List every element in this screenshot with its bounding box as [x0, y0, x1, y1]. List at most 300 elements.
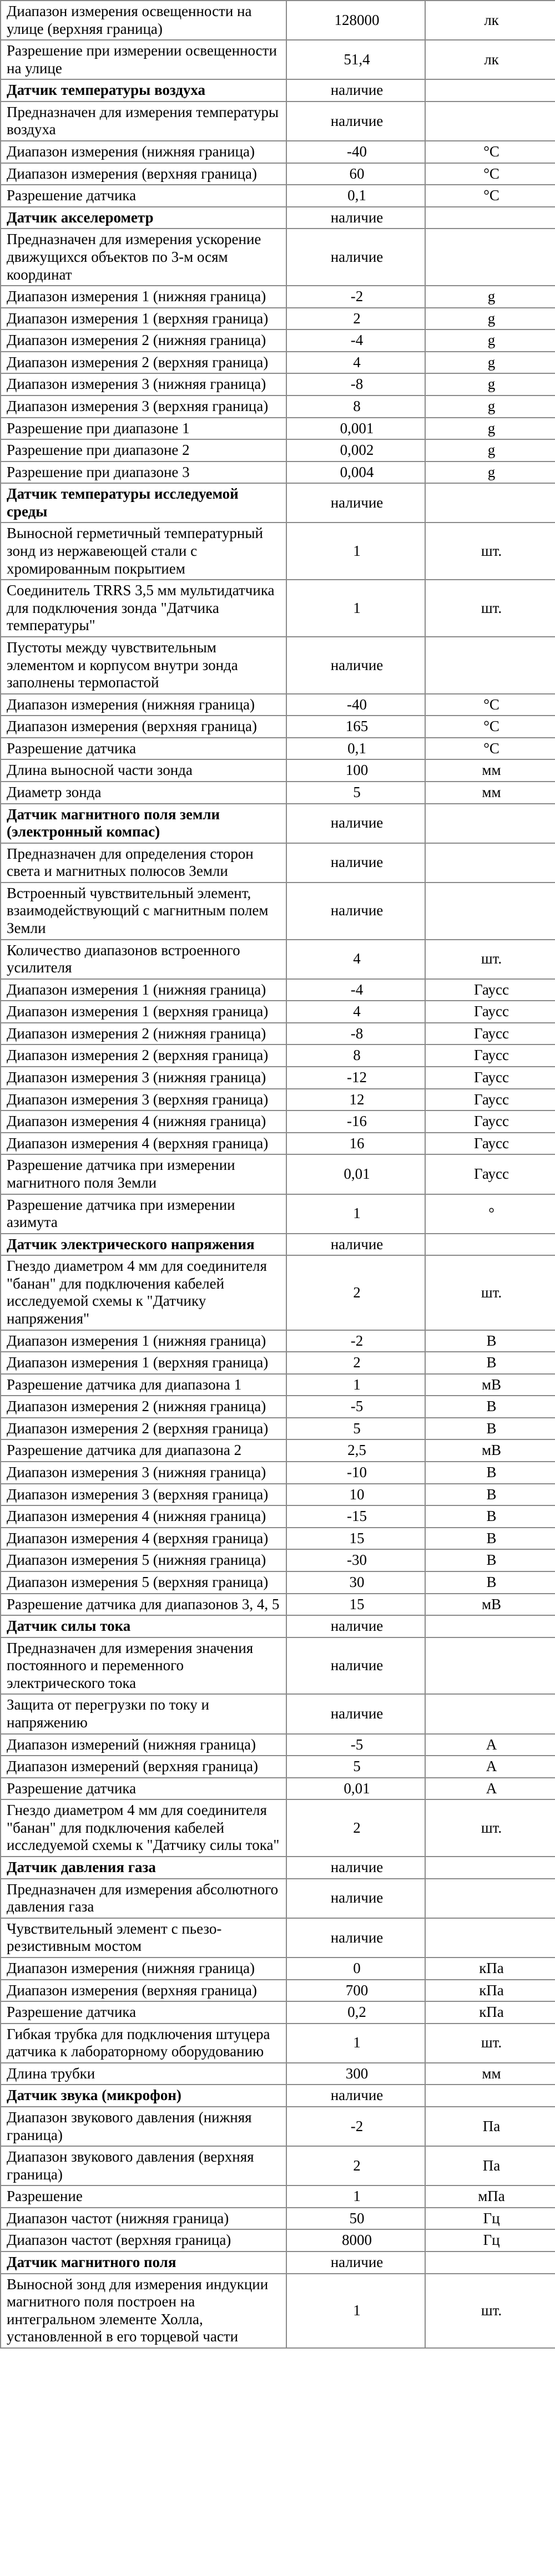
unit-cell: °C — [425, 716, 555, 738]
parameter-cell: Диапазон измерения 1 (верхняя граница) — [1, 308, 286, 330]
unit-cell: Гаусс — [425, 1154, 555, 1194]
unit-cell: В — [425, 1352, 555, 1374]
table-row — [1, 2063, 555, 2085]
unit-cell — [425, 229, 555, 286]
unit-cell — [425, 79, 555, 102]
value-cell: 60 — [286, 163, 425, 185]
table-row — [1, 1879, 555, 1918]
parameter-cell: Предназначен для определения сторон света и магнитных полюсов Земли — [1, 843, 286, 883]
parameter-cell: Разрешение при диапазоне 1 — [1, 418, 286, 440]
value-cell: 2 — [286, 1255, 425, 1330]
parameter-cell: Диаметр зонда — [1, 782, 286, 804]
value-cell: наличие — [286, 2252, 425, 2274]
table-row — [1, 637, 555, 694]
parameter-cell: Встроенный чувствительный элемент, взаимодействующий с магнитным полем Земли — [1, 883, 286, 940]
table-row — [1, 979, 555, 1001]
table-row — [1, 1918, 555, 1958]
value-cell: 12 — [286, 1089, 425, 1111]
parameter-cell: Выносной герметичный температурный зонд из нержавеющей стали с хромированным покрытием — [1, 523, 286, 580]
table-section-row — [1, 1857, 555, 1879]
unit-cell — [425, 843, 555, 883]
parameter-cell: Разрешение датчика для диапазонов 3, 4, 5 — [1, 1594, 286, 1616]
table-row — [1, 352, 555, 374]
value-cell: 1 — [286, 2185, 425, 2208]
parameter-cell: Диапазон измерения 3 (нижняя граница) — [1, 1067, 286, 1089]
value-cell: 8000 — [286, 2229, 425, 2252]
table-row — [1, 782, 555, 804]
table-row — [1, 1980, 555, 2002]
value-cell: 0,01 — [286, 1778, 425, 1800]
value-cell: наличие — [286, 483, 425, 523]
table-row — [1, 1528, 555, 1550]
table-row — [1, 580, 555, 637]
unit-cell: Гаусс — [425, 1001, 555, 1023]
value-cell: -2 — [286, 1330, 425, 1352]
parameter-cell: Диапазон измерения 3 (верхняя граница) — [1, 395, 286, 418]
table-row — [1, 163, 555, 185]
value-cell: 51,4 — [286, 40, 425, 79]
unit-cell — [425, 883, 555, 940]
table-row — [1, 2208, 555, 2230]
value-cell: 0,004 — [286, 462, 425, 484]
unit-cell: °C — [425, 694, 555, 716]
parameter-cell: Разрешение датчика — [1, 1778, 286, 1800]
table-row — [1, 1067, 555, 1089]
value-cell: 0 — [286, 1958, 425, 1980]
parameter-cell: Диапазон частот (верхняя граница) — [1, 2229, 286, 2252]
table-row — [1, 694, 555, 716]
value-cell: -16 — [286, 1110, 425, 1133]
value-cell: 0,1 — [286, 185, 425, 207]
table-row — [1, 523, 555, 580]
parameter-cell: Датчик магнитного поля — [1, 2252, 286, 2274]
table-row — [1, 329, 555, 352]
unit-cell: шт. — [425, 1799, 555, 1857]
value-cell: 8 — [286, 395, 425, 418]
table-row — [1, 2229, 555, 2252]
table-row — [1, 759, 555, 782]
table-row — [1, 373, 555, 395]
value-cell: 4 — [286, 940, 425, 979]
unit-cell — [425, 483, 555, 523]
parameter-cell: Предназначен для измерения ускорение движущихся объектов по 3-м осям координат — [1, 229, 286, 286]
value-cell: наличие — [286, 804, 425, 843]
unit-cell: В — [425, 1505, 555, 1528]
value-cell: 300 — [286, 2063, 425, 2085]
parameter-cell: Диапазон измерения освещенности на улице (верхняя граница) — [1, 1, 286, 40]
parameter-cell: Датчик температуры воздуха — [1, 79, 286, 102]
parameter-cell: Длина трубки — [1, 2063, 286, 2085]
value-cell: -8 — [286, 373, 425, 395]
parameter-cell: Разрешение датчика при измерении магнитного поля Земли — [1, 1154, 286, 1194]
table-row — [1, 1110, 555, 1133]
parameter-cell: Диапазон измерения 4 (нижняя граница) — [1, 1505, 286, 1528]
parameter-cell: Гнездо диаметром 4 мм для соединителя "банан" для подключения кабелей исследуемой схемы к "Датчику силы тока" — [1, 1799, 286, 1857]
parameter-cell: Датчик акселерометр — [1, 207, 286, 229]
parameter-cell: Выносной зонд для измерения индукции магнитного поля построен на интегральном элементе Холла, установленной в его торцевой части — [1, 2274, 286, 2348]
unit-cell: лк — [425, 40, 555, 79]
value-cell: 128000 — [286, 1, 425, 40]
table-row — [1, 1505, 555, 1528]
unit-cell: В — [425, 1418, 555, 1440]
table-row — [1, 1778, 555, 1800]
table-row — [1, 716, 555, 738]
value-cell: 5 — [286, 1756, 425, 1778]
unit-cell: шт. — [425, 2274, 555, 2348]
unit-cell: Гц — [425, 2208, 555, 2230]
value-cell: наличие — [286, 843, 425, 883]
unit-cell: шт. — [425, 523, 555, 580]
parameter-cell: Диапазон измерения 4 (верхняя граница) — [1, 1528, 286, 1550]
parameter-cell: Диапазон измерения 5 (нижняя граница) — [1, 1549, 286, 1571]
parameter-cell: Диапазон измерения 2 (верхняя граница) — [1, 1044, 286, 1067]
table-row — [1, 1044, 555, 1067]
value-cell: 165 — [286, 716, 425, 738]
table-row — [1, 1799, 555, 1857]
parameter-cell: Датчик давления газа — [1, 1857, 286, 1879]
unit-cell — [425, 1857, 555, 1879]
unit-cell — [425, 637, 555, 694]
unit-cell: g — [425, 352, 555, 374]
table-row — [1, 1255, 555, 1330]
unit-cell: В — [425, 1330, 555, 1352]
spec-table-body — [1, 1, 555, 2348]
value-cell: -2 — [286, 286, 425, 308]
value-cell: 1 — [286, 2024, 425, 2063]
unit-cell: мВ — [425, 1439, 555, 1462]
unit-cell: В — [425, 1571, 555, 1594]
table-row — [1, 1418, 555, 1440]
value-cell: наличие — [286, 1234, 425, 1256]
value-cell: наличие — [286, 1637, 425, 1695]
value-cell: 30 — [286, 1571, 425, 1594]
unit-cell: А — [425, 1734, 555, 1756]
table-row — [1, 1549, 555, 1571]
unit-cell — [425, 1234, 555, 1256]
value-cell: -40 — [286, 141, 425, 163]
parameter-cell: Разрешение датчика при измерении азимута — [1, 1194, 286, 1234]
parameter-cell: Количество диапазонов встроенного усилителя — [1, 940, 286, 979]
value-cell: 1 — [286, 1374, 425, 1396]
unit-cell — [425, 207, 555, 229]
unit-cell: g — [425, 439, 555, 462]
unit-cell: А — [425, 1756, 555, 1778]
parameter-cell: Гнездо диаметром 4 мм для соединителя "банан" для подключения кабелей исследуемой схемы к "Датчику напряжения" — [1, 1255, 286, 1330]
unit-cell: Гаусс — [425, 979, 555, 1001]
value-cell: наличие — [286, 2085, 425, 2107]
unit-cell — [425, 1637, 555, 1695]
value-cell: наличие — [286, 1879, 425, 1918]
parameter-cell: Диапазон измерения 2 (верхняя граница) — [1, 352, 286, 374]
parameter-cell: Диапазон измерений (нижняя граница) — [1, 1734, 286, 1756]
parameter-cell: Датчик электрического напряжения — [1, 1234, 286, 1256]
table-row — [1, 1089, 555, 1111]
unit-cell: °C — [425, 163, 555, 185]
unit-cell: Па — [425, 2107, 555, 2146]
table-row — [1, 1, 555, 40]
parameter-cell: Защита от перегрузки по току и напряжению — [1, 1694, 286, 1733]
value-cell: 4 — [286, 352, 425, 374]
table-row — [1, 308, 555, 330]
table-row — [1, 439, 555, 462]
unit-cell: g — [425, 418, 555, 440]
table-row — [1, 1484, 555, 1506]
parameter-cell: Разрешение датчика для диапазона 1 — [1, 1374, 286, 1396]
unit-cell: Па — [425, 2146, 555, 2185]
table-row — [1, 2001, 555, 2024]
value-cell: -10 — [286, 1462, 425, 1484]
unit-cell: g — [425, 286, 555, 308]
unit-cell: °C — [425, 738, 555, 760]
unit-cell: В — [425, 1549, 555, 1571]
value-cell: -5 — [286, 1734, 425, 1756]
value-cell: наличие — [286, 1857, 425, 1879]
table-row — [1, 229, 555, 286]
parameter-cell: Диапазон измерения 5 (верхняя граница) — [1, 1571, 286, 1594]
value-cell: наличие — [286, 1694, 425, 1733]
parameter-cell: Разрешение датчика — [1, 185, 286, 207]
unit-cell: Гаусс — [425, 1089, 555, 1111]
unit-cell — [425, 804, 555, 843]
parameter-cell: Диапазон измерения 4 (верхняя граница) — [1, 1133, 286, 1155]
parameter-cell: Гибкая трубка для подключения штуцера датчика к лабораторному оборудованию — [1, 2024, 286, 2063]
value-cell: наличие — [286, 207, 425, 229]
parameter-cell: Диапазон измерения 1 (нижняя граница) — [1, 1330, 286, 1352]
table-row — [1, 1734, 555, 1756]
table-section-row — [1, 804, 555, 843]
unit-cell: g — [425, 329, 555, 352]
value-cell: 10 — [286, 1484, 425, 1506]
value-cell: -15 — [286, 1505, 425, 1528]
table-row — [1, 141, 555, 163]
parameter-cell: Разрешение датчика для диапазона 2 — [1, 1439, 286, 1462]
table-row — [1, 1694, 555, 1733]
unit-cell: шт. — [425, 2024, 555, 2063]
unit-cell: В — [425, 1396, 555, 1418]
value-cell: наличие — [286, 1918, 425, 1958]
table-row — [1, 843, 555, 883]
value-cell: -12 — [286, 1067, 425, 1089]
parameter-cell: Разрешение — [1, 2185, 286, 2208]
value-cell: 0,01 — [286, 1154, 425, 1194]
value-cell: 100 — [286, 759, 425, 782]
parameter-cell: Чувствительный элемент с пьезо-резистивным мостом — [1, 1918, 286, 1958]
unit-cell: В — [425, 1462, 555, 1484]
unit-cell — [425, 102, 555, 141]
unit-cell: Гц — [425, 2229, 555, 2252]
value-cell: 1 — [286, 523, 425, 580]
table-section-row — [1, 1234, 555, 1256]
unit-cell: мВ — [425, 1594, 555, 1616]
value-cell: 2,5 — [286, 1439, 425, 1462]
table-row — [1, 1001, 555, 1023]
value-cell: 0,2 — [286, 2001, 425, 2024]
parameter-cell: Диапазон измерения 4 (нижняя граница) — [1, 1110, 286, 1133]
parameter-cell: Диапазон измерения 1 (нижняя граница) — [1, 979, 286, 1001]
parameter-cell: Пустоты между чувствительным элементом и корпусом внутри зонда заполнены термопастой — [1, 637, 286, 694]
table-row — [1, 1637, 555, 1695]
value-cell: 15 — [286, 1528, 425, 1550]
parameter-cell: Диапазон измерения (нижняя граница) — [1, 141, 286, 163]
parameter-cell: Диапазон измерения 3 (верхняя граница) — [1, 1089, 286, 1111]
table-row — [1, 1462, 555, 1484]
table-row — [1, 1958, 555, 1980]
parameter-cell: Датчик звука (микрофон) — [1, 2085, 286, 2107]
unit-cell: °C — [425, 141, 555, 163]
value-cell: -2 — [286, 2107, 425, 2146]
parameter-cell: Диапазон частот (нижняя граница) — [1, 2208, 286, 2230]
unit-cell: Гаусс — [425, 1110, 555, 1133]
table-section-row — [1, 2085, 555, 2107]
table-row — [1, 738, 555, 760]
table-row — [1, 462, 555, 484]
unit-cell: шт. — [425, 1255, 555, 1330]
unit-cell: g — [425, 462, 555, 484]
value-cell: 1 — [286, 1194, 425, 1234]
value-cell: наличие — [286, 883, 425, 940]
parameter-cell: Длина выносной части зонда — [1, 759, 286, 782]
parameter-cell: Диапазон измерения 2 (нижняя граница) — [1, 329, 286, 352]
value-cell: 0,002 — [286, 439, 425, 462]
table-row — [1, 2024, 555, 2063]
value-cell: наличие — [286, 1615, 425, 1637]
table-row — [1, 1571, 555, 1594]
parameter-cell: Разрешение при диапазоне 2 — [1, 439, 286, 462]
parameter-cell: Разрешение при измерении освещенности на улице — [1, 40, 286, 79]
unit-cell — [425, 1615, 555, 1637]
parameter-cell: Диапазон измерения (верхняя граница) — [1, 1980, 286, 2002]
parameter-cell: Диапазон звукового давления (нижняя граница) — [1, 2107, 286, 2146]
table-row — [1, 1352, 555, 1374]
table-row — [1, 883, 555, 940]
table-row — [1, 1154, 555, 1194]
parameter-cell: Диапазон измерения 3 (нижняя граница) — [1, 1462, 286, 1484]
value-cell: 16 — [286, 1133, 425, 1155]
table-row — [1, 286, 555, 308]
value-cell: 2 — [286, 1352, 425, 1374]
parameter-cell: Соединитель TRRS 3,5 мм мультидатчика для подключения зонда "Датчика температуры" — [1, 580, 286, 637]
unit-cell — [425, 2252, 555, 2274]
parameter-cell: Диапазон измерения (нижняя граница) — [1, 1958, 286, 1980]
parameter-cell: Разрешение при диапазоне 3 — [1, 462, 286, 484]
unit-cell: Гаусс — [425, 1133, 555, 1155]
unit-cell: g — [425, 395, 555, 418]
parameter-cell: Диапазон измерения (верхняя граница) — [1, 163, 286, 185]
unit-cell: А — [425, 1778, 555, 1800]
parameter-cell: Предназначен для измерения значения постоянного и переменного электрического тока — [1, 1637, 286, 1695]
table-row — [1, 1756, 555, 1778]
unit-cell: Гаусс — [425, 1023, 555, 1045]
table-row — [1, 40, 555, 79]
table-row — [1, 2185, 555, 2208]
value-cell: 1 — [286, 2274, 425, 2348]
table-section-row — [1, 483, 555, 523]
value-cell: 50 — [286, 2208, 425, 2230]
table-row — [1, 1374, 555, 1396]
unit-cell — [425, 1918, 555, 1958]
unit-cell: лк — [425, 1, 555, 40]
value-cell: наличие — [286, 79, 425, 102]
unit-cell: шт. — [425, 580, 555, 637]
value-cell: наличие — [286, 637, 425, 694]
value-cell: 2 — [286, 1799, 425, 1857]
parameter-cell: Разрешение датчика — [1, 2001, 286, 2024]
parameter-cell: Диапазон измерения 3 (нижняя граница) — [1, 373, 286, 395]
parameter-cell: Разрешение датчика — [1, 738, 286, 760]
unit-cell — [425, 1879, 555, 1918]
table-row — [1, 185, 555, 207]
table-row — [1, 1133, 555, 1155]
unit-cell: мм — [425, 2063, 555, 2085]
value-cell: 2 — [286, 2146, 425, 2185]
unit-cell: кПа — [425, 2001, 555, 2024]
unit-cell: кПа — [425, 1980, 555, 2002]
parameter-cell: Диапазон звукового давления (верхняя граница) — [1, 2146, 286, 2185]
unit-cell: Гаусс — [425, 1044, 555, 1067]
value-cell: наличие — [286, 102, 425, 141]
table-section-row — [1, 79, 555, 102]
unit-cell: мм — [425, 759, 555, 782]
table-row — [1, 418, 555, 440]
value-cell: -8 — [286, 1023, 425, 1045]
value-cell: 5 — [286, 1418, 425, 1440]
unit-cell: g — [425, 308, 555, 330]
unit-cell: мВ — [425, 1374, 555, 1396]
unit-cell: ° — [425, 1194, 555, 1234]
unit-cell: g — [425, 373, 555, 395]
parameter-cell: Диапазон измерения (нижняя граница) — [1, 694, 286, 716]
value-cell: 1 — [286, 580, 425, 637]
parameter-cell: Диапазон измерения 1 (верхняя граница) — [1, 1352, 286, 1374]
unit-cell: шт. — [425, 940, 555, 979]
unit-cell: В — [425, 1484, 555, 1506]
parameter-cell: Предназначен для измерения температуры воздуха — [1, 102, 286, 141]
value-cell: 4 — [286, 1001, 425, 1023]
table-row — [1, 2107, 555, 2146]
value-cell: наличие — [286, 229, 425, 286]
parameter-cell: Датчик температуры исследуемой среды — [1, 483, 286, 523]
parameter-cell: Диапазон измерений (верхняя граница) — [1, 1756, 286, 1778]
table-row — [1, 2274, 555, 2348]
unit-cell: В — [425, 1528, 555, 1550]
parameter-cell: Диапазон измерения 1 (верхняя граница) — [1, 1001, 286, 1023]
unit-cell — [425, 2085, 555, 2107]
parameter-cell: Диапазон измерения 3 (верхняя граница) — [1, 1484, 286, 1506]
table-row — [1, 395, 555, 418]
value-cell: 15 — [286, 1594, 425, 1616]
table-row — [1, 1194, 555, 1234]
value-cell: 5 — [286, 782, 425, 804]
parameter-cell: Предназначен для измерения абсолютного давления газа — [1, 1879, 286, 1918]
value-cell: 2 — [286, 308, 425, 330]
unit-cell: °C — [425, 185, 555, 207]
value-cell: -4 — [286, 329, 425, 352]
value-cell: -5 — [286, 1396, 425, 1418]
value-cell: -4 — [286, 979, 425, 1001]
table-row — [1, 2146, 555, 2185]
table-row — [1, 1330, 555, 1352]
value-cell: 0,1 — [286, 738, 425, 760]
value-cell: 8 — [286, 1044, 425, 1067]
parameter-cell: Диапазон измерения 1 (нижняя граница) — [1, 286, 286, 308]
value-cell: 700 — [286, 1980, 425, 2002]
parameter-cell: Датчик магнитного поля земли (электронный компас) — [1, 804, 286, 843]
value-cell: -40 — [286, 694, 425, 716]
table-row — [1, 1023, 555, 1045]
unit-cell — [425, 1694, 555, 1733]
unit-cell: Гаусс — [425, 1067, 555, 1089]
table-row — [1, 1396, 555, 1418]
